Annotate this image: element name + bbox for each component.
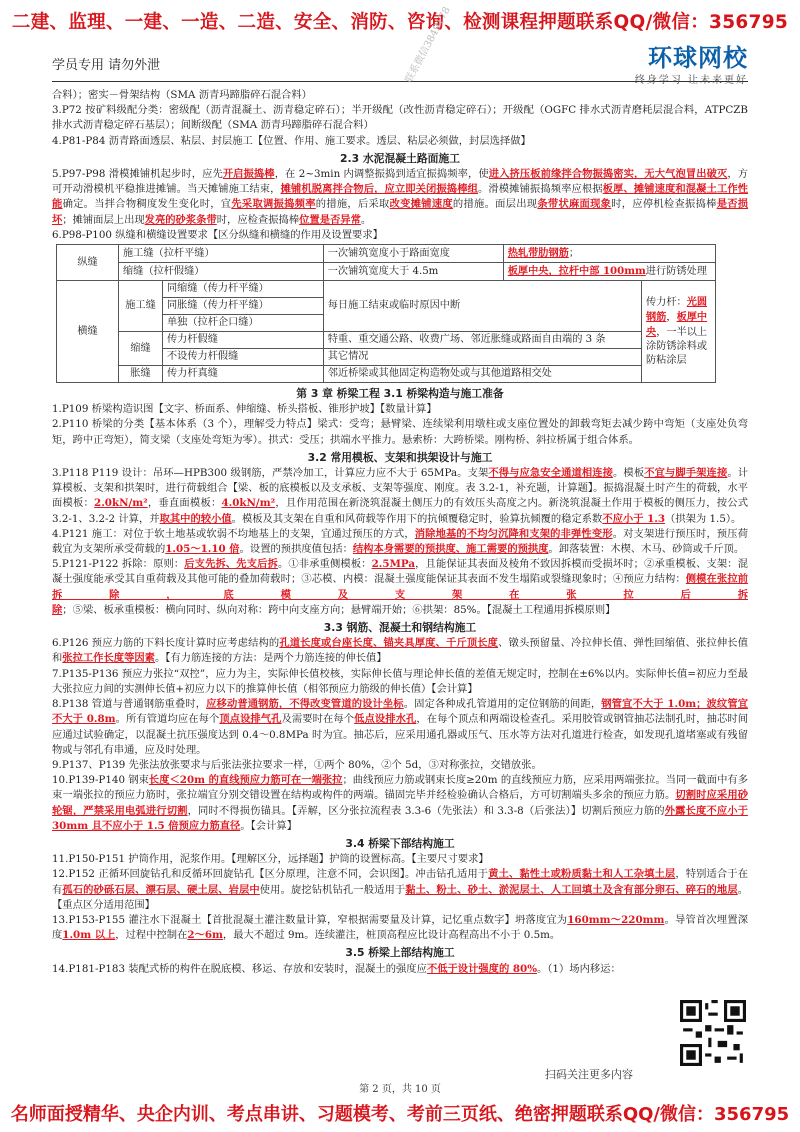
table-cell: 横缝 [57, 281, 119, 383]
highlight: 孤石的砂砾石层、漂石层、硬土层、岩层中 [62, 883, 260, 896]
table-cell: 不设传力杆假缝 [163, 349, 324, 366]
highlight: 2.0kN/m² [94, 497, 148, 510]
highlight: 侧模在张拉前拆除，底模及支架在张拉后拆除 [52, 573, 749, 616]
student-only-label: 学员专用 请勿外泄 [52, 58, 161, 73]
table-cell: 纵缝 [57, 245, 119, 281]
table-cell: 一次铺筑宽度小于路面宽度 [323, 245, 503, 263]
table-cell: 一次铺筑宽度大于 4.5m [323, 263, 503, 281]
highlight: 先采取调振捣频率 [231, 198, 316, 211]
table-cell: 特重、重交通公路、收费广场、邻近胀缝或路面自由端的 3 条 [323, 332, 641, 349]
table-cell: 施工缝（拉杆平缝） [119, 245, 324, 263]
table-cell: 同缩缝（传力杆平缝） [163, 281, 324, 298]
highlight: 2～6m [187, 929, 223, 942]
section-heading: 3.4 桥梁下部结构施工 [345, 836, 455, 850]
highlight: 结构本身需要的预拱度、施工需要的预拱度 [352, 543, 549, 556]
paragraph: 2.P110 桥梁的分类【基本体系（3 个），理解受力特点】梁式：受弯；悬臂梁、连续梁利用墩柱或支座位置处的卸载弯矩去减少跨中弯矩（支座处负弯矩，跨中正弯矩），简支梁（支座处弯矩为零）。拱式：受压；拱端水平推力。悬索桥：大跨桥梁。刚构桥、斜拉桥属于组合体系。 [52, 418, 748, 446]
section-heading: 3.5 桥梁上部结构施工 [345, 946, 455, 960]
highlight: 板厚、摊铺速度和混凝土工作性能 [52, 183, 749, 211]
brand-logo [635, 38, 748, 86]
paragraph: 4.P81-P84 沥青路面透层、粘层、封层施工【位置、作用、施工要求。透层、粘层必须做，封层选择做】 [52, 134, 531, 147]
paragraph: 8.P138 管道与普通钢筋重叠时，应移动普通钢筋，不得改变管道的设计坐标。固定各种成孔管道用的定位钢筋的间距，钢管宜不大于 1.0m；波纹管宜不大于 0.8m。所有管道均应在每个顶点设排气孔及需要时在每个低点设排水孔，在每个顶点和两端设检查孔。采用胶管或钢管抽芯法制孔时，抽芯时间应通过试验确定，以混凝土抗压强度达到 0.4～0.8MPa 时为宜。抽芯后，应采用通孔器或压气、压水等方法对孔道进行检查，如发现孔道堵塞或有残留物或与邻孔有串通，应及时处理。 [52, 698, 749, 756]
top-promo-banner: 二建、监理、一建、一造、二造、安全、消防、咨询、检测课程押题联系QQ/微信：356795 [11, 12, 789, 33]
paragraph: 3.P72 按矿料级配分类：密级配（沥青混凝土、沥青稳定碎石）；半开级配（改性沥青稳定碎石）；开级配（OGFC 排水式沥青磨耗层混合料，ATPCZB 排水式沥青稳定碎石基层）；间断级配（SMA 沥青玛蹄脂碎石混合料） [52, 104, 748, 132]
table-cell: 传力杆真缝 [163, 366, 324, 383]
highlight: 不应小于 1.3 [602, 512, 666, 525]
highlight: 进入挤压板前缘拌合物振捣密实，无大气泡冒出破灭 [488, 168, 728, 181]
table-cell: 缩缝 [119, 332, 163, 366]
section-heading: 3.3 钢筋、混凝土和钢结构施工 [323, 621, 477, 635]
highlight: 黄土、黏性土或粉质黏土和人工杂填土层 [488, 868, 676, 881]
paragraph: 12.P152 正循环回旋钻孔和反循环回旋钻孔【区分原理，注意不同，会识图】。冲击钻孔适用于黄土、黏性土或粉质黏土和人工杂填土层，特别适合于在有孤石的砂砾石层、漂石层、硬土层、岩层中使用。旋挖钻机钻孔一般适用于黏土、粉土、砂土、淤泥层土、人工回填土及含有部分卵石、碎石的地层。【重点区分适用范围】 [52, 868, 749, 911]
highlight: 张拉工作长度等因素 [62, 652, 155, 665]
paragraph: 9.P137、P139 先张法放张要求与后张法张拉要求一样，①两个 80%，②个 5d，③对称张拉，交错放张。 [52, 758, 542, 771]
highlight: 外露长度不应小于 30mm 且不应小于 1.5 倍预应力筋直径 [52, 804, 749, 832]
highlight: 发亮的砂浆条带 [144, 213, 217, 226]
paragraph: 6.P126 预应力筋的下料长度计算时应考虑结构的孔道长度或台座长度、锚夹具厚度、千斤顶长度、镦头预留量、冷拉伸长值、弹性回缩值、张拉伸长值和张拉工作长度等因素。【有力筋连接的方法：是两个力筋连接的伸长值】 [52, 637, 749, 665]
diagonal-watermark: 联系微信3849178 [403, 5, 453, 86]
table-cell: 同胀缝（传力杆平缝） [163, 298, 324, 315]
highlight: 2.5MPa [371, 558, 416, 571]
table-cell: 单独（拉杆企口缝） [163, 315, 324, 332]
section-heading: 2.3 水泥混凝土路面施工 [339, 151, 461, 165]
paragraph: 1.P109 桥梁构造识图【文字、桥面系、伸缩缝、桥头搭板、锥形护坡】【数量计算】 [52, 403, 437, 416]
highlight: 顶点设排气孔 [219, 713, 282, 726]
highlight: 后支先拆、先支后拆 [184, 558, 278, 571]
highlight: 长度＜20m 的直线预应力筋可在一端张拉 [148, 774, 343, 787]
highlight: 改变摊铺速度 [389, 198, 453, 211]
highlight: 钢管宜不大于 1.0m；波纹管宜不大于 0.8m [52, 698, 749, 726]
bottom-promo-banner: 名师面授精华、央企内训、考点串讲、习题模考、考前三页纸、绝密押题联系QQ/微信：356795 [10, 1104, 790, 1125]
paragraph: 合料）；密实－骨架结构（SMA 沥青玛蹄脂碎石混合料） [52, 89, 312, 101]
table-cell: 传力杆假缝 [163, 332, 324, 349]
scan-qr-caption: 扫码关注更多内容 [545, 1068, 633, 1081]
table-cell: 板厚中央，拉杆中部 100mm进行防锈处理 [503, 263, 715, 281]
paragraph: 5.P97-P98 滑模摊铺机起步时，应先开启振捣棒，在 2~3min 内调整振捣到适宜振捣频率，使进入挤压板前缘拌合物振捣密实，无大气泡冒出破灭，方可开动滑模机平稳推进摊铺。当天摊铺施工结束，摊铺机脱离拌合物后，应立即关闭振捣棒组。滑模摊铺振捣频率应根据板厚、摊铺速度和混凝土工作性能确定。当拌合物稠度发生变化时，宜先采取调振捣频率的措施，后采取改变摊铺速度的措施。面层出现条带状麻面现象时，应停机检查振捣棒是否损坏；摊铺面层上出现发亮的砂浆条带时，应检查振捣棒位置是否异常。 [52, 168, 749, 226]
highlight: 条带状麻面现象 [537, 198, 612, 211]
page-number: 第 2 页，共 10 页 [359, 1084, 441, 1095]
highlight: 不低于设计强度的 80% [426, 962, 537, 975]
paragraph: 10.P139-P140 钢束长度＜20m 的直线预应力筋可在一端张拉；曲线预应力筋或钢束长度≥20m 的直线预应力筋，应采用两端张拉。当同一截面中有多束一端张拉的预应力筋时，张拉端宜分别交错设置在结构或构件的两端。锚固完毕并经检验确认合格后，方可切割端头多余的预应力筋。切割时应采用砂轮锯，严禁采用电弧进行切割，同时不得损伤锚具。【弄解，区分张拉流程表 3.3-6（先张法）和 3.3-8（后张法）】切割后预应力筋的外露长度不应小于 30mm 且不应小于 1.5 倍预应力筋直径。【会计算】 [52, 774, 749, 832]
table-cell: 每日施工结束或临时原因中断 [323, 281, 641, 332]
table-cell: 传力杆：光圆钢筋，板厚中央，一半以上涂防锈涂料或防粘涂层 [642, 281, 716, 383]
joints-table [56, 244, 716, 383]
highlight: 160mm～220mm [567, 913, 665, 926]
highlight: 低点设排水孔 [354, 713, 417, 726]
paragraph: 4.P121 施工：对位于软土地基或软弱不均地基上的支架，宜通过预压的方式，消除地基的不均匀沉降和支架的非弹性变形。对支架进行预压时，预压荷载宜为支架所承受荷载的1.05～1.10 倍。设置的预拱度值包括：结构本身需要的预拱度、施工需要的预拱度。卸落装置：木楔、木马、砂筒或千斤顶。 [52, 527, 748, 556]
table-cell: 热轧带肋钢筋； [503, 245, 715, 263]
paragraph: 6.P98-P100 纵缝和横缝设置要求【区分纵缝和横缝的作用及设置要求】 [52, 228, 383, 241]
highlight: 位置是否异常 [299, 213, 361, 226]
highlight: 1.05～1.10 倍 [165, 543, 240, 556]
table-cell: 其它情况 [323, 349, 641, 366]
highlight: 摊铺机脱离拌合物后，应立即关闭振捣棒组 [280, 183, 478, 196]
highlight: 4.0kN/m² [221, 497, 276, 510]
highlight: 孔道长度或台座长度、锚夹具厚度、千斤顶长度 [279, 637, 499, 650]
table-cell: 邻近桥梁或其他固定构造物处或与其他道路相交处 [323, 366, 641, 383]
highlight: 取其中的较小值 [159, 512, 232, 525]
paragraph: 13.P153-P155 灌注水下混凝土【首批混凝土灌注数量计算，窄根据需要量及计算，记忆重点数字】坍落度宜为160mm～220mm。导管首次埋置深度1.0m 以上，过程中控制在2～6m，最大不超过 9m。连续灌注，桩顶高程应比设计高程高出不小于 0.5m。 [52, 913, 749, 942]
highlight: 开启振捣棒 [222, 168, 275, 181]
logo-slogan: 终身学习 让未来更好 [634, 75, 748, 86]
highlight: 应移动普通钢筋，不得改变管道的设计坐标 [206, 698, 404, 711]
chapter-heading: 第 3 章 桥梁工程 3.1 桥梁构造与施工准备 [296, 387, 504, 401]
highlight: 不宜与脚手架连接 [644, 467, 728, 480]
highlight: 消除地基的不均匀沉降和支架的非弹性变形 [414, 527, 613, 540]
paragraph: 11.P150-P151 护筒作用，泥浆作用。【理解区分，远择题】护筒的设置标高。【主要尺寸要求】 [52, 853, 489, 866]
section-heading: 3.2 常用模板、支架和拱架设计与施工 [307, 450, 493, 464]
qr-code-icon[interactable] [680, 1000, 746, 1066]
paragraph: 3.P118 P119 设计：吊环—HPB300 级钢筋，严禁冷加工，计算应力应不大于 65MPa。支架不得与应急安全通道相连接。模板不宜与脚手架连接。计算模板、支架和拱架时，进行荷载组合【梁、板的底模板以及支承板、支架等强度、刚度。表 3.2-1，补充题，计算题】。振捣混凝土时产生的荷载，水平面模板：2.0kN/m²，垂直面模板：4.0kN/m²，且作用范围在新浇筑混凝土侧压力的有效压头高度之内。新浇筑混凝土作用于模板的侧压力，按公式 3.2-1、3.2-2 计算，并取其中的较小值。模板及其支架在自重和风荷载等作用下的抗倾覆稳定时，验算抗倾覆的稳定系数不应小于 1.3（拱架为 1.5）。 [52, 467, 749, 525]
table-cell: 胀缝 [119, 366, 163, 383]
highlight: 是否损坏 [52, 198, 749, 226]
table-cell: 缩缝（拉杆假缝） [119, 263, 324, 281]
document-body [52, 88, 748, 977]
highlight: 1.0m 以上 [62, 929, 116, 942]
highlight: 黏土、粉土、砂土、淤泥层土、人工回填土及含有部分卵石、碎石的地层 [405, 883, 738, 896]
highlight: 切割时应采用砂轮锯，严禁采用电弧进行切割 [52, 789, 749, 817]
logo-text: 环球网校 [648, 44, 748, 72]
paragraph: 14.P181-P183 装配式桥的构件在脱底模、移运、存放和安装时，混凝土的强度应不低于设计强度的 80%。（1）场内移运： [52, 962, 621, 975]
highlight: 不得与应急安全通道相连接 [488, 467, 614, 480]
paragraph: 5.P121-P122 拆除：原则：后支先拆、先支后拆。①非承重侧模板：2.5MPa，且能保证其表面及棱角不致因拆模而受损坏时；②承重模板、支架：混凝土强度能承受其自重荷载及其他可能的叠加荷载时；③芯模、内模：混凝土强度能保证其表面不发生塌陷或裂缝现象时；④预应力结构：侧模在张拉前拆除，底模及支架在张拉后拆除；⑤梁、板承重模板：横向同时、纵向对称：跨中向支座方向；悬臂端开始；⑥拱架：85%。【混凝土工程通用拆模原则】 [52, 558, 749, 616]
table-cell: 施工缝 [119, 281, 163, 332]
paragraph: 7.P135-P136 预应力张拉“双控”，应力为主，实际伸长值校核，实际伸长值与理论伸长值的差值无规定时，控制在±6%以内。实际伸长值=初应力至最大张拉应力间的实测伸长值+初应力以下的推算伸长值（相邻预应力筋级的伸长值）【会计算】 [52, 667, 748, 695]
